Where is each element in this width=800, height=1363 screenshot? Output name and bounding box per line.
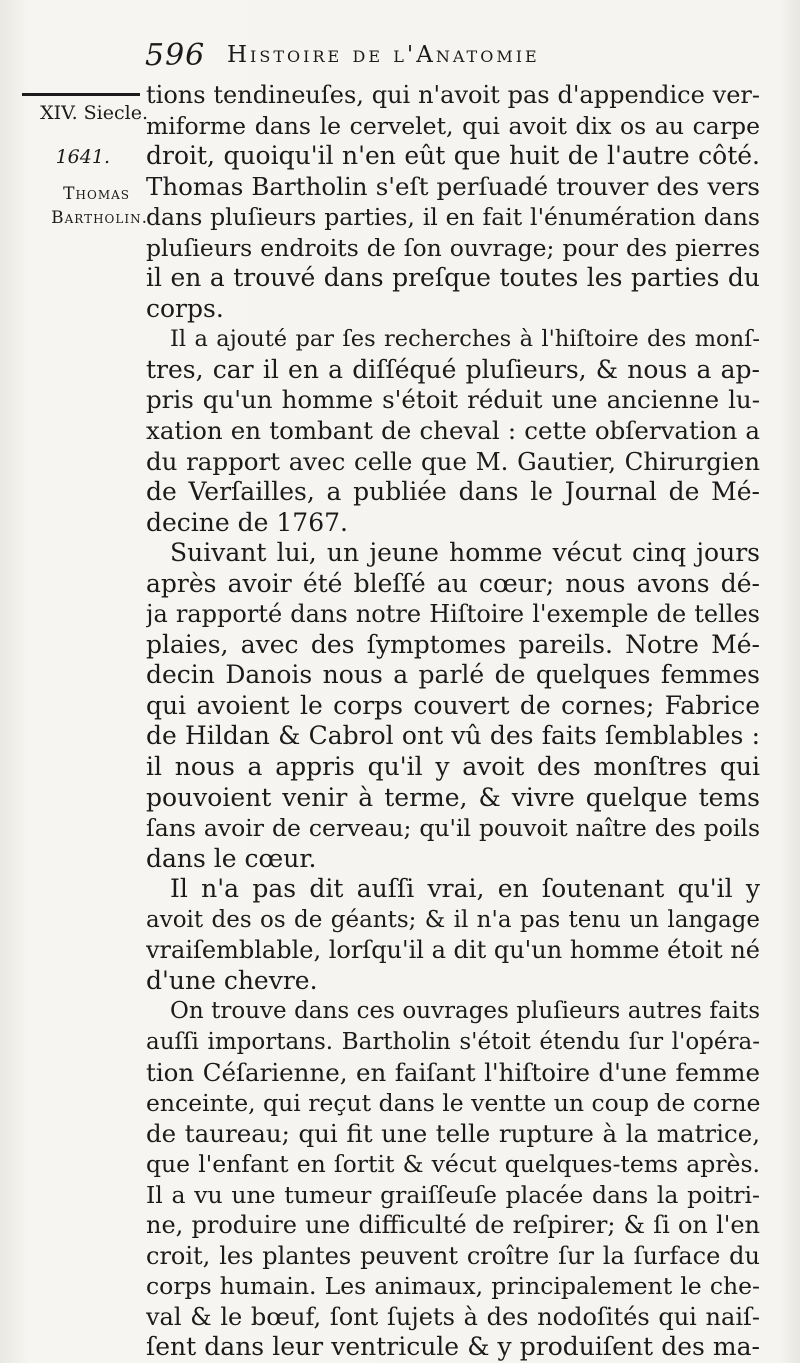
- text-line: dans pluſieurs parties, il en fait l'énumération dans: [146, 203, 760, 232]
- text-line: droit, quoiqu'il n'en eût que huit de l'autre côté.: [146, 141, 760, 171]
- margin-note-name-first: Thomas: [63, 184, 130, 204]
- text-line: Thomas Bartholin s'eſt perſuadé trouver des vers: [146, 171, 760, 201]
- text-line: auſſi importans. Bartholin s'étoit étendu ſur l'opéra-: [146, 1028, 760, 1055]
- text-line: avoit des os de géants; & il n'a pas tenu un langage: [146, 906, 760, 933]
- text-line: de Hildan & Cabrol ont vû des faits ſemblables :: [146, 721, 760, 751]
- text-line: qui avoient le corps couvert de cornes; Fabrice: [146, 690, 760, 720]
- text-line: Il a vu une tumeur graiſſeuſe placée dans la poitri-: [146, 1180, 760, 1209]
- text-line: après avoir été bleſſé au cœur; nous avons dé-: [146, 568, 760, 598]
- text-line: vraiſemblable, lorſqu'il a dit qu'un homme étoit né: [146, 936, 760, 965]
- body-text: [146, 80, 760, 1363]
- text-line: pris qu'un homme s'étoit réduit une ancienne lu-: [146, 385, 760, 415]
- text-line: corps.: [146, 293, 224, 323]
- text-line: ſent dans leur ventricule & y produiſent des ma-: [146, 1332, 760, 1362]
- text-line: Suivant lui, un jeune homme vécut cinq jours: [170, 538, 760, 568]
- text-line: val & le bœuf, ſont ſujets à des nodoſités qui naiſ-: [146, 1302, 760, 1331]
- margin-note-year: 1641.: [55, 146, 110, 168]
- text-line: decin Danois nous a parlé de quelques femmes: [146, 660, 760, 690]
- running-title: Histoire de l'Anatomie: [227, 42, 540, 68]
- text-line: Il n'a pas dit auſſi vrai, en ſoutenant qu'il y: [170, 874, 760, 904]
- text-line: ne, produire une difficulté de reſpirer; & ſi on l'en: [146, 1211, 760, 1240]
- margin-note-century: XIV. Siecle.: [40, 102, 148, 124]
- margin-rule: [22, 93, 140, 96]
- text-line: tions tendineuſes, qui n'avoit pas d'appendice ver-: [146, 81, 760, 109]
- text-line: xation en tombant de cheval : cette obſervation a: [146, 416, 760, 446]
- text-line: d'une chevre.: [146, 965, 318, 995]
- text-line: pouvoient venir à terme, & vivre quelque tems: [146, 782, 760, 812]
- page-number: 596: [145, 38, 206, 73]
- text-line: corps humain. Les animaux, principalement le che-: [146, 1272, 760, 1301]
- text-line: il nous a appris qu'il y avoit des monſtres qui: [146, 752, 760, 782]
- text-line: du rapport avec celle que M. Gautier, Chirurgien: [146, 446, 760, 476]
- text-line: dans le cœur.: [146, 843, 317, 873]
- text-line: Il a ajouté par ſes recherches à l'hiſtoire des monſ-: [170, 326, 760, 353]
- text-line: tres, car il en a diſſéqué pluſieurs, & nous a ap-: [146, 354, 760, 384]
- text-line: que l'enfant en ſortit & vécut quelques-tems après.: [146, 1150, 760, 1179]
- text-line: ja rapporté dans notre Hiſtoire l'exemple de telles: [146, 600, 760, 629]
- text-line: miforme dans le cervelet, qui avoit dix os au carpe: [146, 111, 760, 140]
- text-line: de taureau; qui fit une telle rupture à la matrice,: [146, 1118, 760, 1148]
- text-line: pluſieurs endroits de ſon ouvrage; pour des pierres: [146, 233, 760, 262]
- text-line: ſans avoir de cerveau; qu'il pouvoit naître des poils: [146, 814, 760, 843]
- text-line: il en a trouvé dans preſque toutes les parties du: [146, 263, 760, 293]
- text-line: plaies, avec des ſymptomes pareils. Notre Mé-: [146, 629, 760, 659]
- running-head: [145, 36, 765, 76]
- text-line: tion Céſarienne, en faiſant l'hiſtoire d'une femme: [146, 1057, 760, 1087]
- text-line: croit, les plantes peuvent croître ſur la ſurface du: [146, 1241, 760, 1270]
- text-line: enceinte, qui reçut dans le ventte un coup de corne: [146, 1089, 760, 1118]
- text-line: de Verſailles, a publiée dans le Journal de Mé-: [146, 477, 760, 507]
- text-line: On trouve dans ces ouvrages pluſieurs autres faits: [170, 998, 760, 1025]
- margin-note-name-last: Bartholin.: [51, 208, 148, 228]
- text-line: decine de 1767.: [146, 507, 348, 537]
